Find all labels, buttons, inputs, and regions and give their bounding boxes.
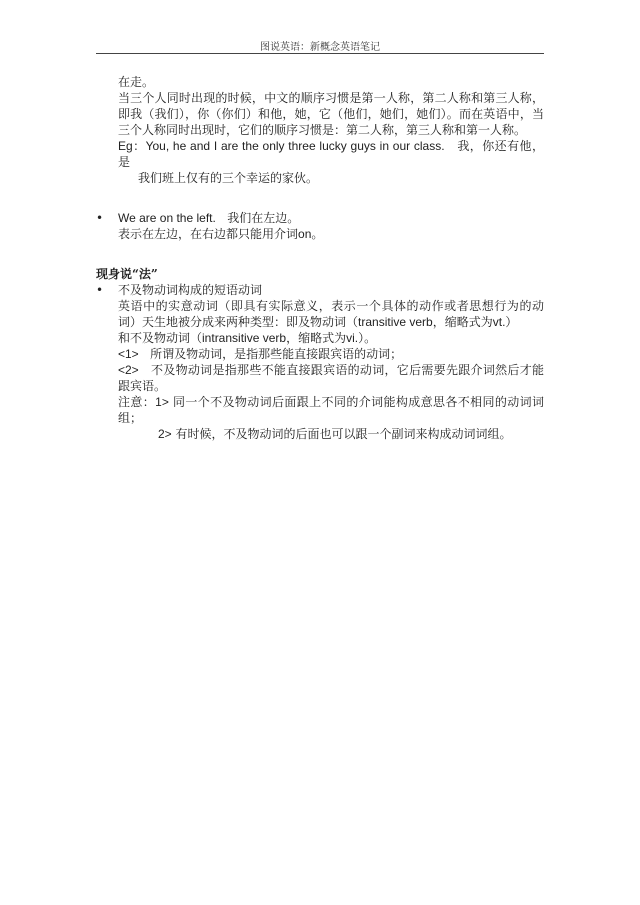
para-a-term1: transitive verb [358,315,433,329]
bullet-note [118,226,544,242]
note-label: 注意： [118,395,156,409]
para-a-term2: vt. [492,315,506,329]
section-bullet-item [96,282,544,442]
item-1-number: <1> [118,347,139,361]
para-b-term2: vi. [346,331,359,345]
example-block [96,138,544,186]
para-b-text: 和不及物动词（ [118,331,203,345]
section-heading: 现身说“法” [96,267,158,281]
intro-line: 在走。 [118,75,155,89]
para-a-end: ） [505,315,518,329]
example-line [118,138,544,170]
intro-paragraph: 当三个人同时出现的时候，中文的顺序习惯是第一人称，第二人称和第三人称，即我（我们），你（你们）和他，她，它（他们，她们，她们）。而在英语中，当三个人称同时出现时，它们的顺序习惯是：第二人称，第三人称和第一人称。 [118,91,544,137]
bullet-note-word: on [298,227,312,241]
example-chinese-head: 我，你还有他，是 [118,139,544,169]
item-1-text: 所谓及物动词，是指那些能直接跟宾语的动词； [150,347,403,361]
example-chinese-continued: 我们班上仅有的三个幸运的家伙。 [138,171,319,185]
para-b-end: ）。 [358,331,377,345]
section-paragraph-b [118,330,544,346]
bullet-sentence [118,210,544,226]
note-1-number: 1> [155,395,169,409]
bullet-english: We are on the left. [118,211,216,225]
numbered-item-1 [118,346,544,362]
header-divider [96,53,544,54]
numbered-item-2 [118,362,544,394]
section-bullet-symbol: • [96,283,104,297]
example-english: You, he and I are the only three lucky guys in our class. [145,139,445,153]
note-2-number: 2> [158,427,172,441]
para-b-mid: ，缩略式为 [286,331,347,345]
note-1-text: 同一个不及物动词后面跟上不同的介词能构成意思各不相同的动词词组； [118,395,544,425]
page-header: 图说英语：新概念英语笔记 [260,42,380,53]
note-2 [118,426,544,442]
item-2-text: 不及物动词是指那些不能直接跟宾语的动词，它后需要先跟介词然后才能跟宾语。 [118,363,544,393]
para-a-mid: ，缩略式为 [432,315,493,329]
bullet-chinese: 我们在左边。 [227,211,300,225]
para-a-text: 英语中的实意动词（即具有实际意义，表示一个具体的动作或者思想行为的动词）天生地被分成来两种类型：即及物动词（ [118,299,544,329]
bullet-symbol: • [96,211,104,225]
document-body [96,74,544,442]
section-paragraph-a [118,298,544,330]
item-2-number: <2> [118,363,139,377]
bullet-item-on-the-left [96,210,544,242]
note-2-text: 有时候，不及物动词的后面也可以跟一个副词来构成动词词组。 [175,427,512,441]
bullet-note-end: 。 [311,227,324,241]
bullet-note-text: 表示在左边，在右边都只能用介词 [118,227,299,241]
section-item-title: 不及物动词构成的短语动词 [118,283,263,297]
para-b-term1: intransitive verb [202,331,287,345]
note-1 [118,394,544,426]
example-label: Eg： [118,139,146,153]
